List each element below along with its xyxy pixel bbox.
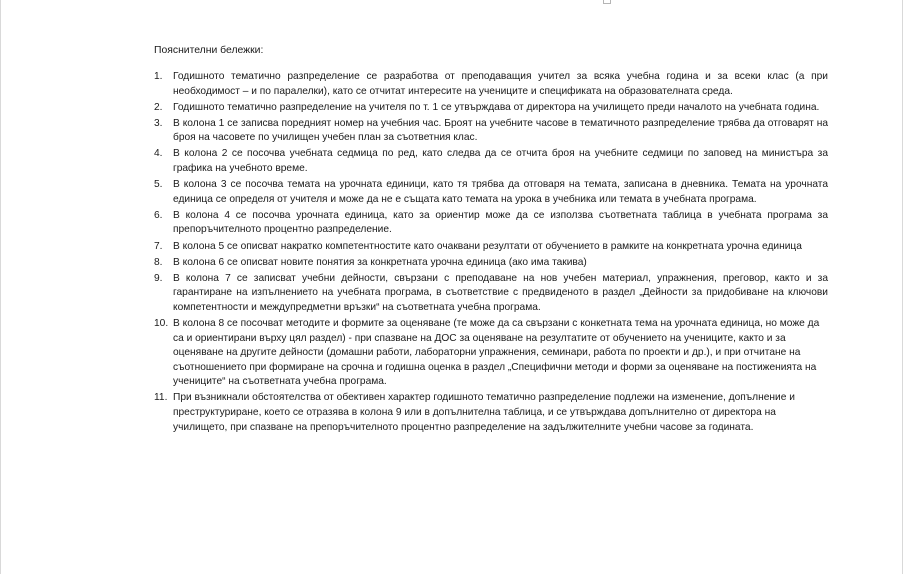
note-text: В колона 3 се посочва темата на урочната единици, като тя трябва да отговаря на темата, записана в дневника. Темата на урочната единица се определя от учителя и може да не е същата като темата на урока в учебника или темата в учебната програма. bbox=[173, 179, 828, 205]
note-number: 9. bbox=[154, 272, 163, 284]
note-text: Годишното тематично разпределение на учителя по т. 1 се утвърждава от директора на училището преди началото на учебната година. bbox=[173, 101, 820, 113]
note-number: 6. bbox=[154, 209, 163, 221]
note-number: 8. bbox=[154, 256, 163, 268]
note-item-6 bbox=[154, 209, 828, 238]
note-item-9 bbox=[154, 272, 828, 316]
note-item-11 bbox=[154, 391, 828, 435]
note-item-7 bbox=[154, 240, 828, 255]
note-number: 7. bbox=[154, 240, 163, 252]
note-text: В колона 8 се посочват методите и формите за оценяване (те може да са свързани с конкетната тема на урочната единица, но може да са и ориентирани върху цял раздел) - при спазване на ДОС за оценяване на резултатите от обучението на учениците, както и за оценяване на другите дейности (домашни работи, лабораторни упражнения, семинари, работа по проекти и др.), и при отчитане на съотношението при формиране на срочна и годишна оценка в раздел „Специфични методи и форми за оценяване на постиженията на учениците“ на съответната учебна програма. bbox=[173, 318, 820, 388]
page-corner-marker bbox=[603, 0, 611, 4]
note-number: 4. bbox=[154, 148, 163, 160]
note-text: В колона 7 се записват учебни дейности, свързани с преподаване на нов учебен материал, упражнения, преговор, както и за гарантиране на изпълнението на учебната програма, в съответствие с предвиденото в раздел „Дейности за придобиване на ключови компетентности и междупредметни връзки“ на съответната учебна програма. bbox=[173, 272, 828, 313]
note-text: При възникнали обстоятелства от обективен характер годишното тематично разпределение подлежи на изменение, допълнение и преструктуриране, което се отразява в колона 9 или в допълнителна таблица, и се утвърждава допълнително от директора на училището, при спазване на препоръчителното процентно разпределение на задължителните учебни часове за годината. bbox=[173, 392, 795, 433]
notes-heading: Пояснителни бележки: bbox=[154, 45, 264, 56]
note-item-2 bbox=[154, 101, 828, 116]
note-item-1 bbox=[154, 70, 828, 99]
note-text: Годишното тематично разпределение се разработва от преподаващия учител за всяка учебна година и за всеки клас (а при необходимост – и по паралелки), като се отчитат интересите на учениците и спецификата на образователната среда. bbox=[173, 71, 828, 97]
note-item-3 bbox=[154, 117, 828, 146]
note-number: 10. bbox=[154, 318, 169, 329]
note-item-5 bbox=[154, 178, 828, 207]
note-number: 2. bbox=[154, 101, 163, 113]
note-text: В колона 5 се описват накратко компетентностите като очаквани резултати от обучението в рамките на конкретната урочна единица bbox=[173, 240, 802, 252]
note-number: 11. bbox=[154, 392, 168, 404]
note-text: В колона 1 се записва поредният номер на учебния час. Броят на учебните часове в тематичното разпределение трябва да отговарят на броя на часовете по училищен учебен план за съответния клас. bbox=[173, 117, 828, 144]
notes-list bbox=[154, 70, 828, 437]
note-item-4 bbox=[154, 147, 828, 176]
note-number: 5. bbox=[154, 179, 163, 191]
note-item-8 bbox=[154, 256, 828, 271]
note-number: 3. bbox=[154, 117, 163, 129]
note-text: В колона 6 се описват новите понятия за конкретната урочна единица (ако има такива) bbox=[173, 256, 587, 268]
note-text: В колона 2 се посочва учебната седмица по ред, като следва да се отчита броя на учебните седмици по заповед на министъра за графика на учебното време. bbox=[173, 148, 828, 175]
note-text: В колона 4 се посочва урочната единица, като за ориентир може да се използва съответната таблица в учебната програма за препоръчителното процентно разпределение. bbox=[173, 209, 828, 236]
note-number: 1. bbox=[154, 71, 163, 82]
note-item-10 bbox=[154, 317, 828, 390]
